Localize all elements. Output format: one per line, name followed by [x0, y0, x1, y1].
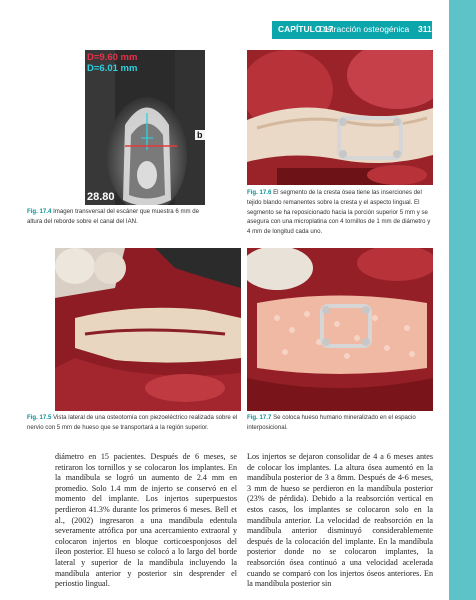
chapter-title: Distracción osteogénica — [319, 24, 410, 34]
figure-17-4-caption-text: Imagen transversal del escáner que muestra 6 mm de altura del reborde sobre el canal del IAN. — [27, 208, 200, 225]
surgical-photo-bone-graft — [247, 248, 433, 411]
figure-17-7-caption-text: Se coloca hueso humano mineralizado en el espacio interposicional. — [247, 414, 416, 431]
body-text-right-column: Los injertos se dejaron consolidar de 4 a 6 meses antes de colocar los implantes. La altura ósea aumentó en la mandíbula posterior de 3 a 8mm. Después de 4-6 meses, 3 mm de hueso se perdieron en la mandíbula posterior (23% de pérdida). Debido a la reabsorción vertical en estos casos, los implantes se colocaron solo en la mandíbula anterior. La velocidad de reabsorción en la mandíbula anterior disminuyó considerablemente después de la colocación del implante. En la mandíbula posterior donde no se colocaron implantes, la reabsorción ósea continuó a una velocidad acelerada cuando se comparó con los injertos óseos anteriores. En la mandíbula posterior sin — [247, 452, 433, 589]
figure-17-4-caption — [27, 207, 205, 227]
chapter-label: CAPÍTULO 17 — [278, 24, 334, 34]
figure-17-4-ct-scan — [85, 50, 205, 205]
ct-measurement-2: D=6.01 mm — [87, 63, 138, 74]
figure-17-7-photo — [247, 248, 433, 411]
figure-17-7-caption — [247, 413, 447, 433]
figure-17-5-caption-text: Vista lateral de una osteotomía con piezoeléctrico realizada sobre el nervio con 5 mm de hueso que se transportará a la región superior. — [27, 414, 238, 431]
figure-17-6-label: Fig. 17.6 — [247, 189, 272, 196]
ct-slice-number: 28.80 — [87, 191, 115, 203]
chapter-side-tab — [449, 0, 476, 600]
ct-marker: b — [197, 130, 203, 140]
figure-17-6-photo — [247, 50, 433, 185]
figure-17-4-label: Fig. 17.4 — [27, 208, 52, 215]
figure-17-5-label: Fig. 17.5 — [27, 414, 52, 421]
body-text-left-column: diámetro en 15 pacientes. Después de 6 meses, se retiraron los tornillos y se colocaron los implantes. En la mandíbula se logró un aumento de 2.4 mm en promedio. Solo 1.4 mm de injerto se conservó en el momento del implante. Los injertos superpuestos perdieron 41.3% durante los primeros 6 meses. Bell et al., (2002) ingresaron a una mandíbula edentula severamente atrófica por una acercamiento extraoral y colocaron injertos en bloque corticoesponjosos del íleon posterior. El hueso se colocó a lo largo del borde lateral y superior de la mandíbula incluyendo la mandíbula anterior y posterior sin desprender el periostio lingual. — [55, 452, 237, 589]
surgical-photo-microplate — [247, 50, 433, 185]
figure-17-6-caption — [247, 188, 433, 237]
figure-17-5-photo — [55, 248, 241, 411]
surgical-photo-osteotomy — [55, 248, 241, 411]
ct-measurement-1: D=9.60 mm — [87, 52, 138, 63]
figure-17-6-caption-text: El segmento de la cresta ósea tiene las inserciones del tejido blando remanentes sobre la cresta y el aspecto lingual. El segmento se ha reposicionado hacia la porción superior 5 mm y se asegura con una microplatina con 4 tornillos de 1 mm de diámetro y 4 mm de longitud cada uno. — [247, 189, 431, 236]
page-number: 311 — [418, 24, 432, 34]
figure-17-5-caption — [27, 413, 241, 433]
figure-17-7-label: Fig. 17.7 — [247, 414, 272, 421]
